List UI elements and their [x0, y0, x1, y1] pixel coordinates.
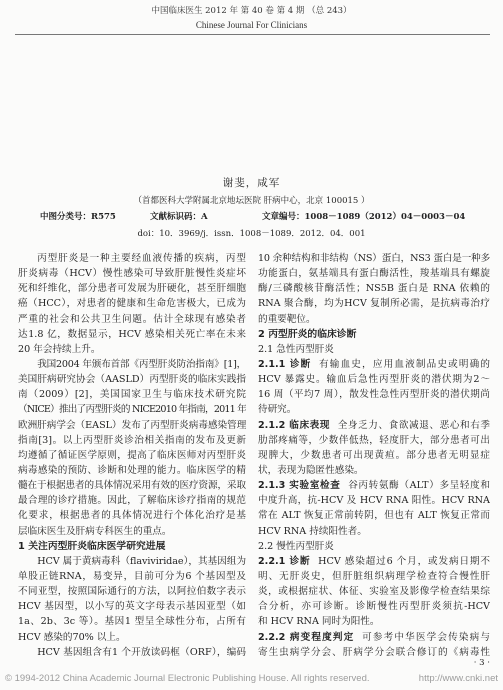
line-text: 有输血史，应用血液制品史或明确的	[319, 358, 490, 370]
paragraph	[18, 645, 246, 660]
paragraph	[18, 251, 246, 357]
affiliation: （首都医科大学附属北京地坛医院 肝病中心，北京 100015 ）	[133, 196, 370, 206]
text-line: 明、无肝炎史，但肝脏组织病理学检查符合慢性肝	[258, 570, 490, 582]
text-line: 状，表现为隐匿性感染。	[258, 464, 364, 476]
run-in-heading: 2.1.1 诊断	[258, 358, 312, 370]
text-line: 最合理的诊疗措施。因此，了解临床诊疗指南的规范	[18, 495, 246, 507]
text-line: 功能蛋白，氨基端具有蛋白酶活性，羧基端具有螺旋	[258, 268, 490, 280]
page-number: · 3 ·	[473, 658, 490, 668]
text-line: HCV RNA 持续阳性者。	[258, 525, 367, 537]
text-line: 常在 ALT 恢复正常前转阴，但也有 ALT 恢复正常而	[258, 510, 490, 522]
section-heading: 2 丙型肝炎的临床诊断	[258, 328, 357, 340]
text-line: 病毒感染的预防、诊断和处理的能力。临床医学的精	[18, 464, 246, 476]
text-line: 美国肝病研究协会（AASLD）丙型肝炎的临床实践指	[18, 374, 246, 386]
run-in-heading: 2.2.2 病变程度判定	[258, 631, 355, 643]
text-line: 丙型肝炎是一种主要经血液传播的疾病，丙型	[37, 253, 246, 264]
text-line: 肝炎病毒（HCV）慢性感染可导致肝脏慢性炎症坏	[18, 268, 246, 280]
text-line: 的重要靶位。	[258, 313, 316, 325]
text-line: 单股正链RNA，易变异，目前可分为6 个基因型及	[18, 570, 246, 582]
text-line: 死和纤维化，部分患者可发展为肝硬化，甚至肝细胞	[18, 283, 246, 295]
text-line: 和 HCV RNA 同时为阳性。	[258, 616, 380, 628]
header-rule	[15, 34, 490, 35]
text-line: 炎，或根据症状、体征、实验室及影像学检查结果综	[258, 586, 490, 598]
paragraph	[258, 251, 490, 327]
text-line: HCV 基因组含有1 个开放读码框（ORF），编码	[37, 646, 246, 658]
line-text: HCV 感染超过6 个月，或发病日期不	[318, 555, 490, 567]
text-line: 指南[3]。以上丙型肝炎诊治相关指南的发布及更新	[18, 434, 246, 446]
text-line: （NICE）推出了丙型肝炎的 NICE2010 年指南，2011 年	[18, 404, 246, 416]
column-right	[258, 251, 490, 660]
journal-header-english: Chinese Journal For Clinicians	[195, 20, 308, 30]
text-line: 酶/三磷酸核苷酶活性；NS5B 蛋白是 RNA 依赖的	[258, 283, 490, 295]
paragraph	[258, 554, 490, 630]
text-line: 均遵循了循证医学原则，提高了临床医师对丙型肝炎	[18, 449, 246, 461]
text-line	[258, 630, 490, 645]
run-in-heading: 2.1.2 临床表现	[258, 419, 331, 431]
text-line: 10 余种结构和非结构（NS）蛋白，NS3 蛋白是一种多	[258, 253, 490, 264]
line-text: 全身乏力、食欲减退、恶心和右季	[337, 419, 490, 431]
line-text: 可参考中华医学会传染病与	[362, 631, 490, 643]
clc-number: 中图分类号：R575	[40, 212, 116, 222]
text-line	[258, 357, 490, 372]
footer-url: http://www.cnki.net	[418, 673, 498, 684]
run-in-heading: 2.2.1 诊断	[258, 555, 311, 567]
subsection-heading: 2.1 急性丙型肝炎	[258, 343, 334, 355]
run-in-heading: 2.1.3 实验室检查	[258, 480, 341, 492]
document-code: 文献标识码：A	[150, 212, 208, 222]
classification-line	[0, 210, 503, 222]
text-line: 中度升高，抗-HCV 及 HCV RNA 阳性。HCV RNA	[258, 495, 490, 507]
paragraph	[258, 357, 490, 418]
text-line: 16 周（平均7 周），散发性急性丙型肝炎的潜伏期尚	[258, 389, 490, 401]
footer-copyright: © 1994-2012 China Academic Journal Electronic Publishing House. All rights reserved.	[5, 673, 370, 684]
text-line: 髓在于根据患者的具体情况采用有效的医疗资源，采取	[18, 480, 246, 492]
text-line: RNA 聚合酶，均为HCV 复制所必需，是抗病毒治疗	[258, 298, 490, 310]
text-line	[258, 478, 490, 493]
authors: 谢斐，咸军	[222, 177, 281, 189]
article-number: 文章编号：1008－1089（2012）04－0003－04	[262, 212, 466, 222]
paragraph	[258, 630, 490, 660]
text-line: 寄生虫病学分会、肝病学分会联合修订的《病毒性	[258, 646, 490, 658]
text-line: HCV 暴露史。输血后急性丙型肝炎的潜伏期为2～	[258, 374, 490, 386]
text-line: 20 年会持续上升。	[18, 343, 101, 355]
paragraph	[18, 357, 246, 539]
footer-watermark	[5, 672, 498, 685]
paragraph	[258, 478, 490, 539]
text-line: 严重的社会和公共卫生问题。估计全球现有感染者	[18, 313, 246, 325]
text-line: 我国2004 年颁布首部《丙型肝炎防治指南》[1]，	[37, 358, 246, 370]
text-line: 化要求，根据患者的具体情况进行个体化治疗是基	[18, 510, 246, 522]
subsection-heading: 2.2 慢性丙型肝炎	[258, 540, 334, 552]
text-line: 合分析，亦可诊断。诊断慢性丙型肝炎须抗-HCV	[258, 601, 490, 613]
paragraph	[18, 554, 246, 645]
section-heading: 1 关注丙型肝炎临床医学研究进展	[18, 540, 166, 552]
column-left	[18, 251, 246, 660]
text-line: 不同亚型，按照国际通行的方法，以阿拉伯数字表示	[18, 586, 246, 598]
text-line: 南（2009）[2]，美国国家卫生与临床技术研究院	[18, 389, 246, 401]
text-line: HCV 基因型，以小写的英文字母表示基因亚型（如	[18, 601, 246, 613]
text-line: 1a、2b、3c 等）。基因1 型呈全球性分布，占所有	[18, 616, 246, 628]
text-line: HCV 属于黄病毒科（flaviviridae），其基因组为	[37, 555, 246, 567]
paragraph	[258, 418, 490, 479]
line-text: 谷丙转氨酶（ALT）多呈轻度和	[348, 480, 490, 492]
text-line: 现脾大，少数患者可出现黄疸。部分患者无明显症	[258, 449, 490, 461]
text-line: 肋部疼痛等，少数伴低热，轻度肝大，部分患者可出	[258, 434, 490, 446]
text-line	[258, 554, 490, 569]
journal-header-chinese: 中国临床医生 2012 年 第 40 卷 第 4 期 （总 243）	[151, 6, 352, 16]
text-line: 层临床医生及肝病专科医生的重点。	[18, 525, 172, 537]
doi: doi：10．3969/j．issn．1008－1089．2012．04．001	[137, 229, 366, 239]
text-line	[258, 418, 490, 433]
text-line: 达1.8 亿，数据显示，HCV 感染相关死亡率在未来	[18, 328, 246, 340]
text-line: 欧洲肝病学会（EASL）发布了丙型肝炎病毒感染管理	[18, 419, 246, 431]
text-line: 癌（HCC），对患者的健康和生命危害极大，已成为	[18, 298, 246, 310]
text-line: HCV 感染的70% 以上。	[18, 631, 126, 643]
text-line: 待研究。	[258, 404, 297, 416]
